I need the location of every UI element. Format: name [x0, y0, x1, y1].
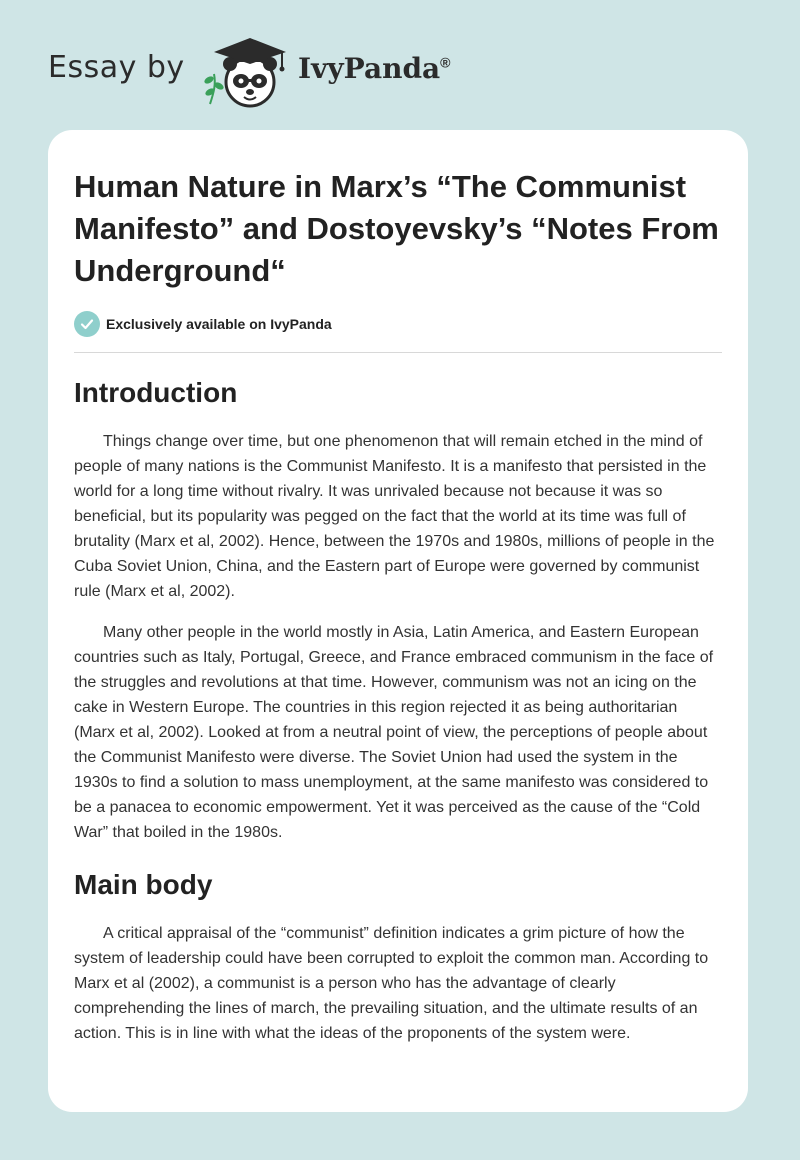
section-heading-main-body: Main body [74, 869, 213, 900]
paragraph: A critical appraisal of the “communist” definition indicates a grim picture of how the system of leadership could have been corrupted to exploit the common man. According to Marx et al (2002), a communist is a person who has the advantage of clearly comprehending the lines of march, the prevailing situation, and the ultimate results of an action. This is in line with what the ideas of the proponents of the system were. [74, 925, 709, 1042]
site-header [0, 0, 800, 130]
essay-card [48, 130, 748, 1112]
brand-text: IvyPanda [298, 52, 441, 85]
section-heading-introduction: Introduction [74, 377, 238, 408]
exclusive-label: Exclusively available on IvyPanda [106, 316, 332, 332]
brand-name[interactable] [298, 52, 451, 85]
paragraph: Many other people in the world mostly in Asia, Latin America, and Eastern European countries such as Italy, Portugal, Greece, and France embraced communism in the face of the struggles and revolutions at that time. However, communism was not an icing on the cake in Western Europe. The countries in this region rejected it as being authoritarian (Marx et al, 2002). Looked at from a neutral point of view, the perceptions of people about the Communist Manifesto were diverse. The Soviet Union had used the system in the 1930s to find a solution to mass unemployment, at the same manifesto was considered to be a panacea to economic empowerment. Yet it was perceived as the cause of the “Cold War” that boiled in the 1980s. [74, 624, 714, 841]
checkmark-icon [74, 311, 100, 337]
panda-logo-icon[interactable] [200, 34, 296, 110]
paragraph: Things change over time, but one phenomenon that will remain etched in the mind of people of many nations is the Communist Manifesto. It is a manifesto that persisted in the world for a long time without rivalry. It was unrivaled because not because it was so beneficial, but its popularity was pegged on the fact that the world at its time was full of brutality (Marx et al, 2002). Hence, between the 1970s and 1980s, millions of people in the Cuba Soviet Union, China, and the Eastern part of Europe were governed by communist rule (Marx et al, 2002). [74, 433, 715, 600]
registered-mark: ® [440, 54, 451, 71]
divider [74, 352, 722, 353]
essay-content [74, 130, 722, 1046]
essay-by-label: Essay by [48, 50, 185, 85]
essay-title: Human Nature in Marx’s “The Communist Manifesto” and Dostoyevsky’s “Notes From Underground“ [74, 169, 719, 288]
exclusive-badge [74, 310, 722, 338]
